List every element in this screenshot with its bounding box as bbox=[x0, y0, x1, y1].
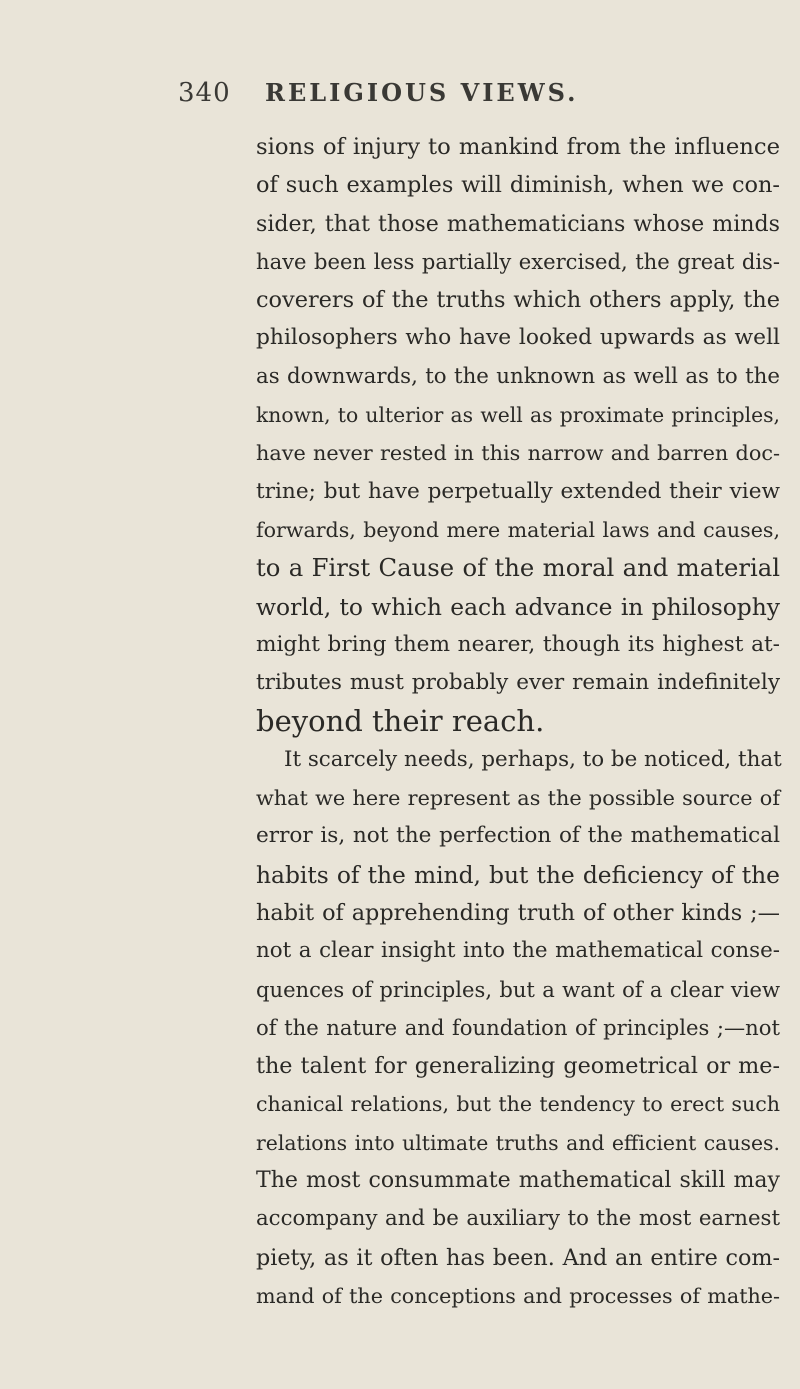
text-line: philosophers who have looked upwards as well bbox=[256, 325, 780, 351]
text-line: might bring them nearer, though its highest at- bbox=[256, 631, 780, 657]
text-line: forwards, beyond mere material laws and causes, bbox=[256, 517, 780, 542]
text-line: as downwards, to the unknown as well as to the bbox=[256, 363, 780, 389]
text-line: habit of apprehending truth of other kinds ;— bbox=[256, 899, 780, 926]
text-line: known, to ulterior as well as proximate principles, bbox=[256, 403, 780, 428]
text-line: relations into ultimate truths and efficient causes. bbox=[256, 1130, 780, 1155]
text-line: sider, that those mathematicians whose minds bbox=[256, 210, 780, 237]
text-line: The most consummate mathematical skill may bbox=[256, 1168, 780, 1194]
text-line: sions of injury to mankind from the influence bbox=[256, 134, 780, 160]
text-line: have been less partially exercised, the great dis- bbox=[256, 248, 780, 274]
text-line: not a clear insight into the mathematical conse- bbox=[256, 938, 780, 964]
text-line: quences of principles, but a want of a clear view bbox=[256, 976, 780, 1002]
text-line: coverers of the truths which others apply, the bbox=[256, 287, 780, 314]
text-line: what we here represent as the possible source of bbox=[256, 786, 780, 811]
text-line: of the nature and foundation of principles ;—not bbox=[256, 1014, 780, 1040]
text-line: It scarcely needs, perhaps, to be noticed, that bbox=[284, 746, 782, 772]
text-line: to a First Cause of the moral and material bbox=[256, 553, 780, 583]
text-line: of such examples will diminish, when we con- bbox=[256, 172, 780, 199]
running-head: RELIGIOUS VIEWS. bbox=[265, 78, 579, 107]
text-line: have never rested in this narrow and barren doc- bbox=[256, 441, 780, 466]
text-line: chanical relations, but the tendency to erect such bbox=[256, 1092, 780, 1117]
text-line: mand of the conceptions and processes of mathe- bbox=[256, 1283, 780, 1308]
text-line: accompany and be auxiliary to the most earnest bbox=[256, 1206, 780, 1232]
text-line: beyond their reach. bbox=[256, 704, 545, 739]
page-header bbox=[178, 78, 738, 118]
text-line: habits of the mind, but the deficiency of the bbox=[256, 860, 780, 889]
text-line: trine; but have perpetually extended their view bbox=[256, 478, 780, 504]
text-line: tributes must probably ever remain indefinitely bbox=[256, 670, 780, 696]
text-line: piety, as it often has been. And an entire com- bbox=[256, 1244, 780, 1271]
body-text bbox=[256, 128, 780, 1315]
page-number: 340 bbox=[178, 78, 231, 108]
text-line: error is, not the perfection of the mathematical bbox=[256, 823, 780, 849]
text-line: the talent for generalizing geometrical or me- bbox=[256, 1053, 780, 1080]
text-line: world, to which each advance in philosophy bbox=[256, 592, 780, 621]
